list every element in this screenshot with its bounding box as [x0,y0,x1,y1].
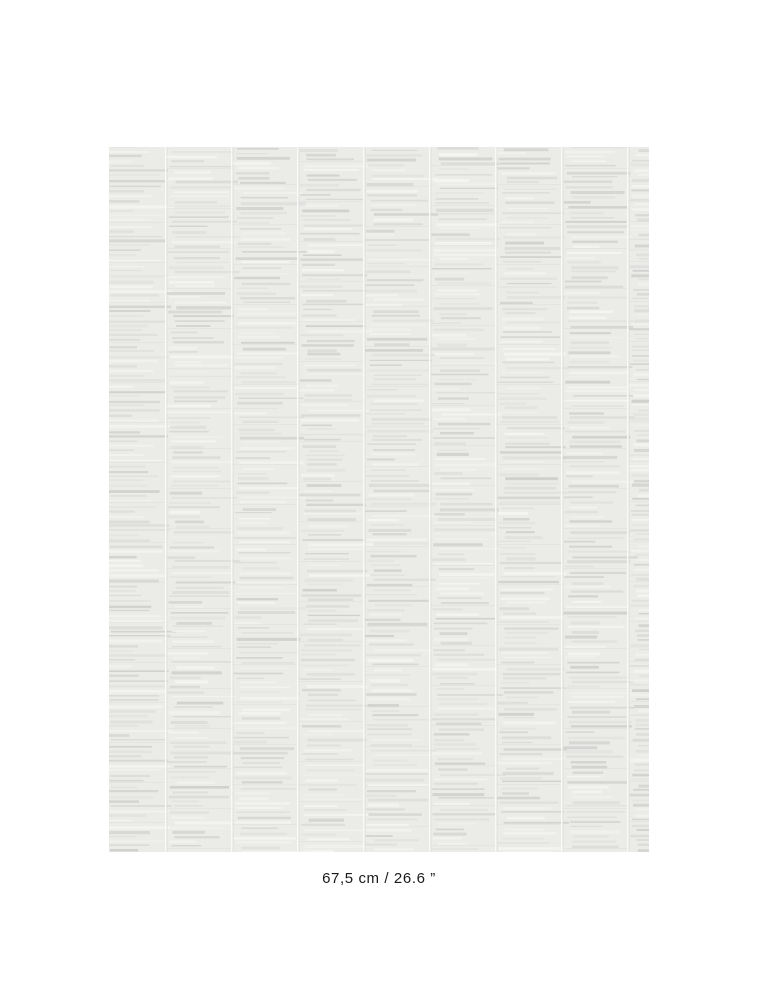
wallpaper-swatch [109,147,649,852]
tile-pattern [109,147,649,852]
dimension-label: 67,5 cm / 26.6 ” [322,870,436,887]
